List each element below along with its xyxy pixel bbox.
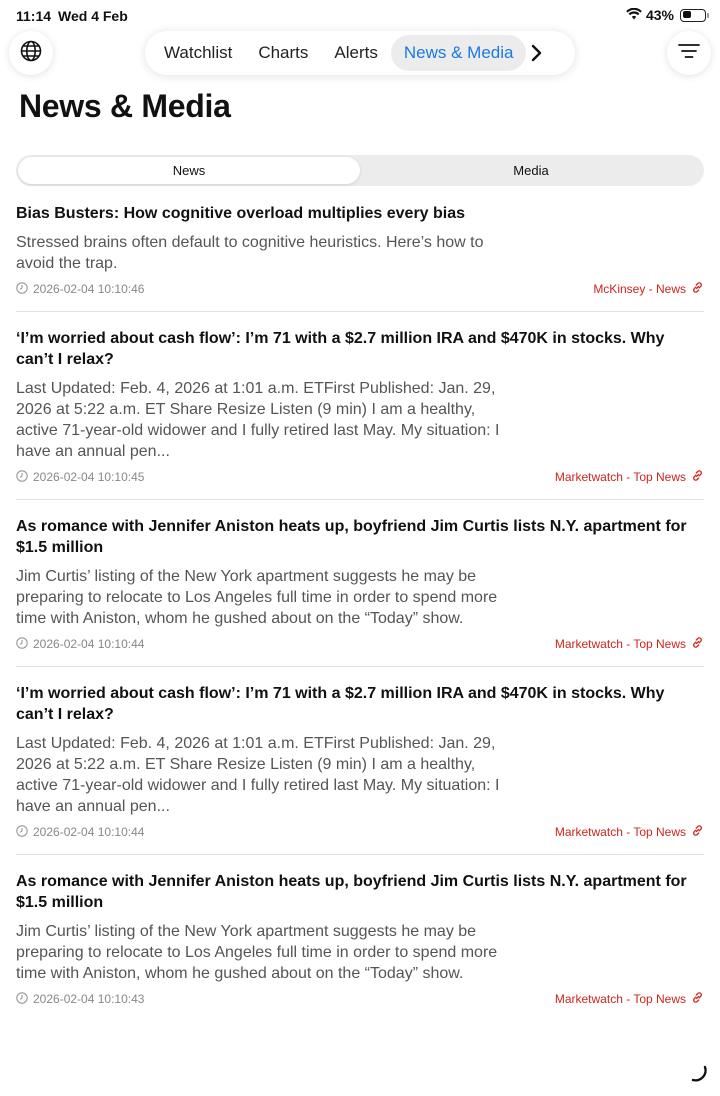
battery-level: [683, 11, 692, 18]
news-meta: [16, 281, 704, 297]
clock-icon: [16, 992, 28, 1007]
news-source: Marketwatch - Top News: [554, 992, 686, 1006]
filter-menu-button[interactable]: [667, 31, 711, 75]
news-item[interactable]: [16, 683, 704, 855]
news-item[interactable]: [16, 328, 704, 500]
news-headline[interactable]: As romance with Jennifer Aniston heats up, boyfriend Jim Curtis lists N.Y. apartment for $1.5 million: [16, 873, 687, 911]
tab-charts[interactable]: Charts: [258, 43, 309, 62]
link-icon: [691, 636, 704, 652]
status-date: Wed 4 Feb: [58, 8, 128, 24]
news-source-link[interactable]: [555, 824, 704, 840]
news-summary: Last Updated: Feb. 4, 2026 at 1:01 a.m. ETFirst Published: Jan. 29, 2026 at 5:22 a.m. ET Share Resize Listen (9 min) I am a healthy, active 71-year-old widower and I fully retired last May. My situation: I have an annual pen...: [16, 735, 500, 815]
globe-button[interactable]: [9, 31, 53, 75]
news-headline[interactable]: ‘I’m worried about cash flow’: I’m 71 with a $2.7 million IRA and $470K in stocks. Why can’t I relax?: [16, 685, 665, 723]
link-icon: [691, 469, 704, 485]
link-icon: [691, 824, 704, 840]
segment-news[interactable]: News: [18, 157, 360, 184]
news-item[interactable]: [16, 516, 704, 667]
news-summary: Last Updated: Feb. 4, 2026 at 1:01 a.m. ETFirst Published: Jan. 29, 2026 at 5:22 a.m. ET Share Resize Listen (9 min) I am a healthy, active 71-year-old widower and I fully retired last May. My situation: I have an annual pen...: [16, 380, 500, 460]
tab-news-media[interactable]: News & Media: [391, 35, 527, 71]
tab-watchlist[interactable]: Watchlist: [164, 43, 233, 62]
link-icon: [691, 991, 704, 1007]
clock-icon: [16, 282, 28, 297]
news-timestamp-group: [16, 637, 144, 652]
segment-media[interactable]: Media: [513, 163, 549, 178]
news-source: Marketwatch - Top News: [554, 825, 686, 839]
news-source: Marketwatch - Top News: [554, 637, 686, 651]
news-timestamp: 2026-02-04 10:10:43: [33, 992, 145, 1006]
news-headline[interactable]: Bias Busters: How cognitive overload multiplies every bias: [16, 205, 466, 222]
news-meta: [16, 636, 704, 652]
news-meta: [16, 991, 704, 1007]
news-summary: Jim Curtis’ listing of the New York apartment suggests he may be preparing to relocate to Los Angeles full time in order to spend more time with Aniston, whom he gushed about on the “Today” show.: [16, 923, 498, 982]
news-timestamp-group: [16, 282, 144, 297]
news-source-link[interactable]: [555, 636, 704, 652]
loading-spinner-icon: [688, 1063, 710, 1090]
news-source-link[interactable]: [555, 991, 704, 1007]
link-icon: [691, 281, 704, 297]
news-source-link[interactable]: [555, 469, 704, 485]
news-summary: Jim Curtis’ listing of the New York apartment suggests he may be preparing to relocate to Los Angeles full time in order to spend more time with Aniston, whom he gushed about on the “Today” show.: [16, 568, 498, 627]
news-timestamp: 2026-02-04 10:10:45: [33, 470, 145, 484]
news-timestamp-group: [16, 470, 144, 485]
globe-icon: [20, 40, 42, 67]
top-tab-bar: [145, 31, 575, 75]
news-timestamp: 2026-02-04 10:10:44: [33, 825, 145, 839]
news-timestamp-group: [16, 825, 144, 840]
status-bar: [0, 0, 720, 32]
news-timestamp-group: [16, 992, 144, 1007]
status-indicators: [626, 7, 706, 23]
news-source-link[interactable]: [593, 281, 704, 297]
news-headline[interactable]: As romance with Jennifer Aniston heats up, boyfriend Jim Curtis lists N.Y. apartment for $1.5 million: [16, 518, 687, 556]
news-source: Marketwatch - Top News: [554, 470, 686, 484]
wifi-icon: [626, 7, 642, 23]
news-meta: [16, 824, 704, 840]
news-summary: Stressed brains often default to cognitive heuristics. Here’s how to avoid the trap.: [16, 234, 484, 272]
news-headline[interactable]: ‘I’m worried about cash flow’: I’m 71 with a $2.7 million IRA and $470K in stocks. Why can’t I relax?: [16, 330, 665, 368]
news-item[interactable]: [16, 871, 704, 1021]
news-item[interactable]: [16, 203, 704, 312]
page-title: News & Media: [19, 88, 231, 124]
clock-icon: [16, 637, 28, 652]
status-time: 11:14: [16, 8, 52, 24]
battery-percent: 43%: [645, 7, 674, 23]
chevron-right-icon[interactable]: [530, 44, 542, 62]
clock-icon: [16, 470, 28, 485]
news-meta: [16, 469, 704, 485]
news-list: [16, 203, 704, 1037]
filter-lines-icon: [678, 43, 700, 64]
news-media-segmented-control: [16, 155, 704, 186]
news-timestamp: 2026-02-04 10:10:46: [33, 282, 145, 296]
news-timestamp: 2026-02-04 10:10:44: [33, 637, 145, 651]
clock-icon: [16, 825, 28, 840]
tab-alerts[interactable]: Alerts: [334, 43, 378, 62]
battery-icon: [680, 9, 706, 22]
news-source: McKinsey - News: [593, 282, 686, 296]
